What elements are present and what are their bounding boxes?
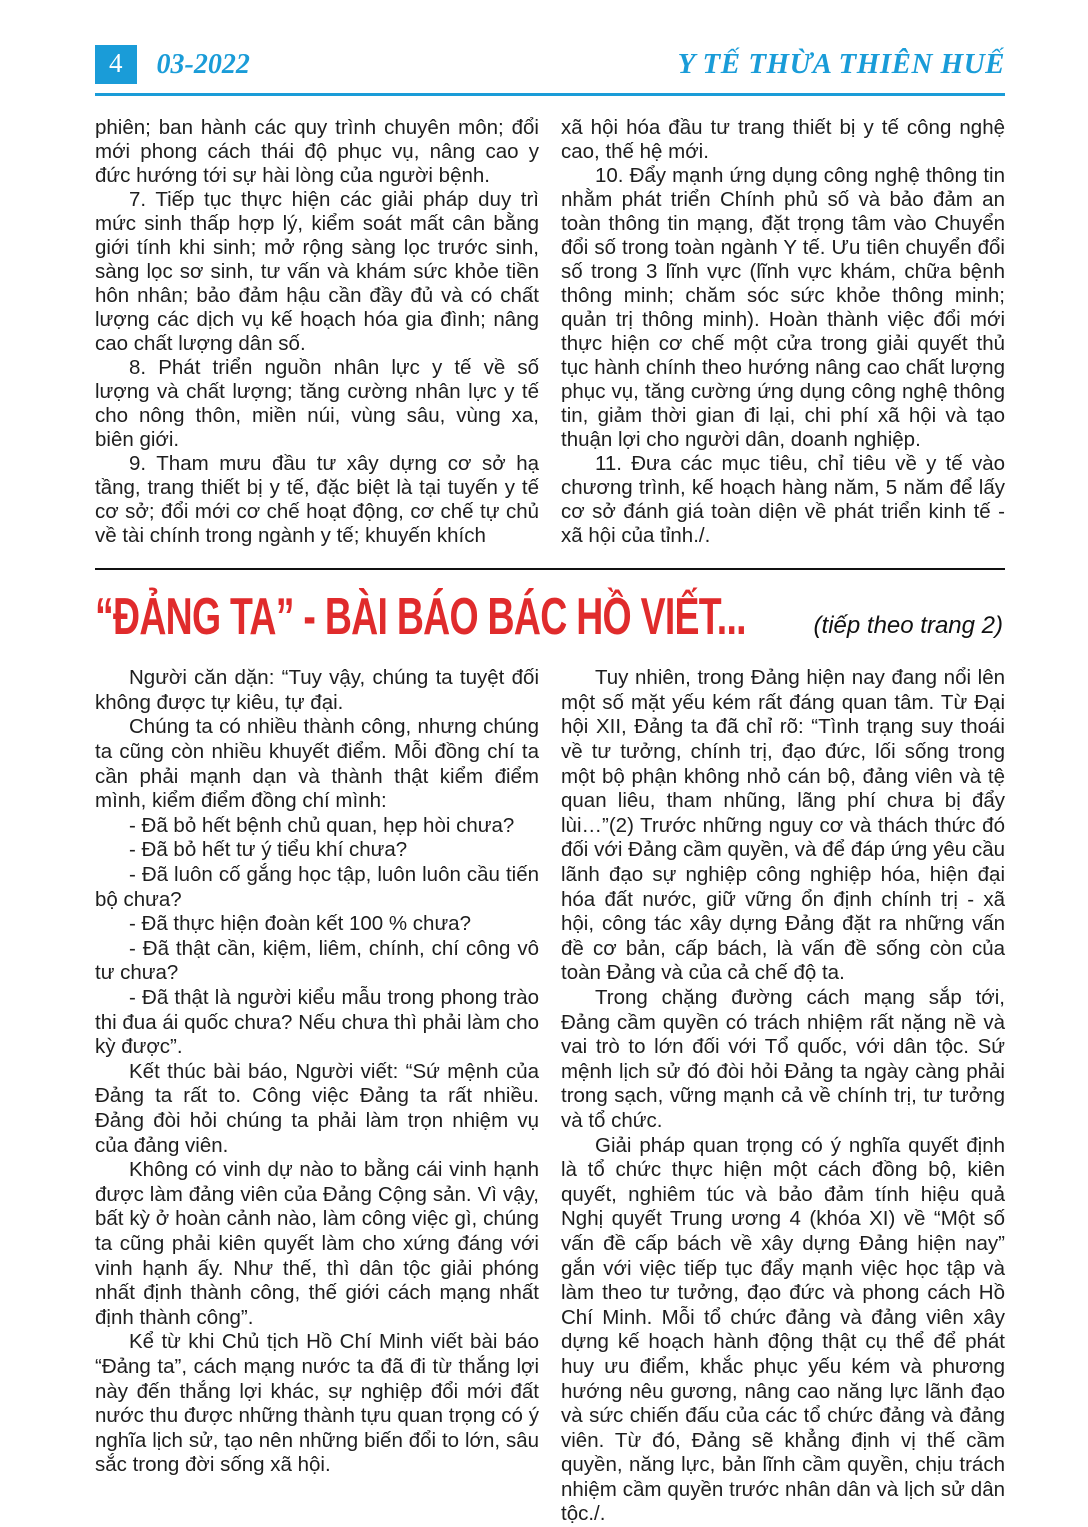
article-health-plan-left-column [95,116,539,548]
paragraph: - Đã luôn cố gắng học tập, luôn luôn cầu tiến bộ chưa? [95,863,539,911]
continued-from-note: (tiếp theo trang 2) [813,612,1003,640]
page-number-badge: 4 [95,45,137,84]
article-dang-ta-left-column [95,666,539,1527]
article-divider [95,568,1005,570]
paragraph: phiên; ban hành các quy trình chuyên môn; đổi mới phong cách thái độ phục vụ, nâng cao y đức hướng tới sự hài lòng của người bệnh. [95,116,539,188]
paragraph: - Đã bỏ hết bệnh chủ quan, hẹp hòi chưa? [129,813,515,837]
article-dang-ta-right-column [561,666,1005,1527]
paragraph: 10. Đẩy mạnh ứng dụng công nghệ thông tin nhằm phát triển Chính phủ số và bảo đảm an toàn thông tin mạng, đặt trọng tâm vào Chuyển đổi số trong toàn ngành Y tế. Ưu tiên chuyển đổi số trong 3 lĩnh vực (lĩnh vực khám, chữa bệnh thông minh; chăm sóc sức khỏe thông minh; quản trị thông minh). Hoàn thành việc đổi mới thực hiện cơ chế một cửa trong giải quyết thủ tục hành chính theo hướng nâng cao chất lượng phục vụ, tăng cường ứng dụng công nghệ thông tin, giảm thời gian đi lại, chi phí xã hội và tạo thuận lợi cho người dân, doanh nghiệp. [561,164,1005,452]
paragraph: Giải pháp quan trọng có ý nghĩa quyết định là tổ chức thực hiện một cách đồng bộ, kiên quyết, nghiêm túc và bảo đảm tính hiệu quả Nghị quyết Trung ương 4 (khóa XI) về “Một số vấn đề cấp bách về xây dựng Đảng hiện nay” gắn với việc tiếp tục đẩy mạnh việc học tập và làm theo tư tưởng, đạo đức và phong cách Hồ Chí Minh. Mỗi tổ chức đảng và đảng viên xây dựng kế hoạch hành động thật cụ thể để phát huy ưu điểm, khắc phục yếu kém và phương hướng nêu gương, nâng cao năng lực lãnh đạo và sức chiến đấu của các tổ chức đảng và đảng viên. Từ đó, Đảng sẽ khẳng định vị thế cầm quyền, năng lực, bản lĩnh cầm quyền, chịu trách nhiệm cầm quyền trước nhân dân và lịch sử dân tộc./. [561,1133,1005,1526]
paragraph: Kết thúc bài báo, Người viết: “Sứ mệnh của Đảng ta rất to. Công việc Đảng ta rất nhiều. Đảng đòi hỏi chúng ta phải làm trọn nhiệm vụ của đảng viên. [95,1059,539,1157]
article-dang-ta [95,666,1005,1527]
paragraph: - Đã thật là người kiểu mẫu trong phong trào thi đua ái quốc chưa? Nếu chưa thì phải làm cho kỳ được”. [95,986,539,1059]
paragraph: Người căn dặn: “Tuy vậy, chúng ta tuyệt đối không được tự kiêu, tự đại. [95,666,539,714]
article-dang-ta-header [95,578,1005,656]
paragraph: - Đã bỏ hết tư ý tiểu khí chưa? [129,838,408,862]
issue-date: 03-2022 [156,48,250,80]
paragraph: Không có vinh dự nào to bằng cái vinh hạnh được làm đảng viên của Đảng Cộng sản. Vì vậy, bất kỳ ở hoàn cảnh nào, làm công việc gì, chúng ta cũng phải kiên quyết làm cho xứng đáng với vinh hạnh ấy. Như thế, thì dân tộc giải phóng nhất định thành công, thế giới cách mạng nhất định thành công”. [95,1158,539,1329]
paragraph: 8. Phát triển nguồn nhân lực y tế về số lượng và chất lượng; tăng cường nhân lực y tế cho nông thôn, miền núi, vùng sâu, vùng xa, biên giới. [95,356,539,452]
paragraph: Tuy nhiên, trong Đảng hiện nay đang nổi lên một số mặt yếu kém rất đáng quan tâm. Từ Đại hội XII, Đảng ta đã chỉ rõ: “Tình trạng suy thoái về tư tưởng, chính trị, đạo đức, lối sống trong một bộ phận không nhỏ cán bộ, đảng viên và tệ quan liêu, tham nhũng, lãng phí chưa bị đẩy lùi…”(2) Trước những nguy cơ và thách thức đó đối với Đảng cầm quyền, và để đáp ứng yêu cầu lãnh đạo sự nghiệp công nghiệp hóa, hiện đại hóa đất nước, giữ vững ổn định chính trị - xã hội, công tác xây dựng Đảng đặt ra những vấn đề cơ bản, cấp bách, là vấn đề sống còn của toàn Đảng và của cả chế độ ta. [561,666,1005,985]
paragraph: - Đã thật cần, kiệm, liêm, chính, chí công vô tư chưa? [95,936,539,985]
article-health-plan [95,116,1005,548]
paragraph: Chúng ta có nhiều thành công, nhưng chúng ta cũng còn nhiều khuyết điểm. Mỗi đồng chí ta cần phải mạnh dạn và thành thật kiểm điểm mình, kiểm điểm đồng chí mình: [95,715,539,813]
paragraph: Kể từ khi Chủ tịch Hồ Chí Minh viết bài báo “Đảng ta”, cách mạng nước ta đã đi từ thắng lợi này đến thắng lợi khác, sự nghiệp đổi mới đất nước thu được những thành tựu quan trọng có ý nghĩa lịch sử, tạo nên những biến đổi to lớn, sâu sắc trong đời sống xã hội. [95,1330,539,1477]
paragraph: 9. Tham mưu đầu tư xây dựng cơ sở hạ tầng, trang thiết bị y tế, đặc biệt là tại tuyến y tế cơ sở; đổi mới cơ chế hoạt động, cơ chế tự chủ về tài chính trong ngành y tế; khuyến khích [95,452,539,548]
masthead-title: Y TẾ THỪA THIÊN HUẾ [677,48,1005,80]
article-headline: “ĐẢNG TA” - BÀI BÁO BÁC HỒ VIẾT... [95,588,746,647]
page-header [95,45,1005,96]
paragraph: 11. Đưa các mục tiêu, chỉ tiêu về y tế vào chương trình, kế hoạch hàng năm, 5 năm để lấy cơ sở đánh giá toàn diện về phát triển kinh tế - xã hội của tỉnh./. [561,452,1005,548]
paragraph: Trong chặng đường cách mạng sắp tới, Đảng cầm quyền có trách nhiệm rất nặng nề và vai trò to lớn đối với Tổ quốc, với dân tộc. Sứ mệnh lịch sử đó đòi hỏi Đảng ta ngày càng phải trong sạch, vững mạnh cả về chính trị, tư tưởng và tổ chức. [561,986,1005,1132]
paragraph: xã hội hóa đầu tư trang thiết bị y tế công nghệ cao, thế hệ mới. [561,116,1005,164]
paragraph: 7. Tiếp tục thực hiện các giải pháp duy trì mức sinh thấp hợp lý, kiểm soát mất cân bằng giới tính khi sinh; mở rộng sàng lọc trước sinh, sàng lọc sơ sinh, tư vấn và khám sức khỏe tiền hôn nhân; bảo đảm hậu cần đầy đủ và có chất lượng các dịch vụ kế hoạch hóa gia đình; nâng cao chất lượng dân số. [95,188,539,356]
article-health-plan-right-column [561,116,1005,548]
paragraph: - Đã thực hiện đoàn kết 100 % chưa? [129,912,471,936]
